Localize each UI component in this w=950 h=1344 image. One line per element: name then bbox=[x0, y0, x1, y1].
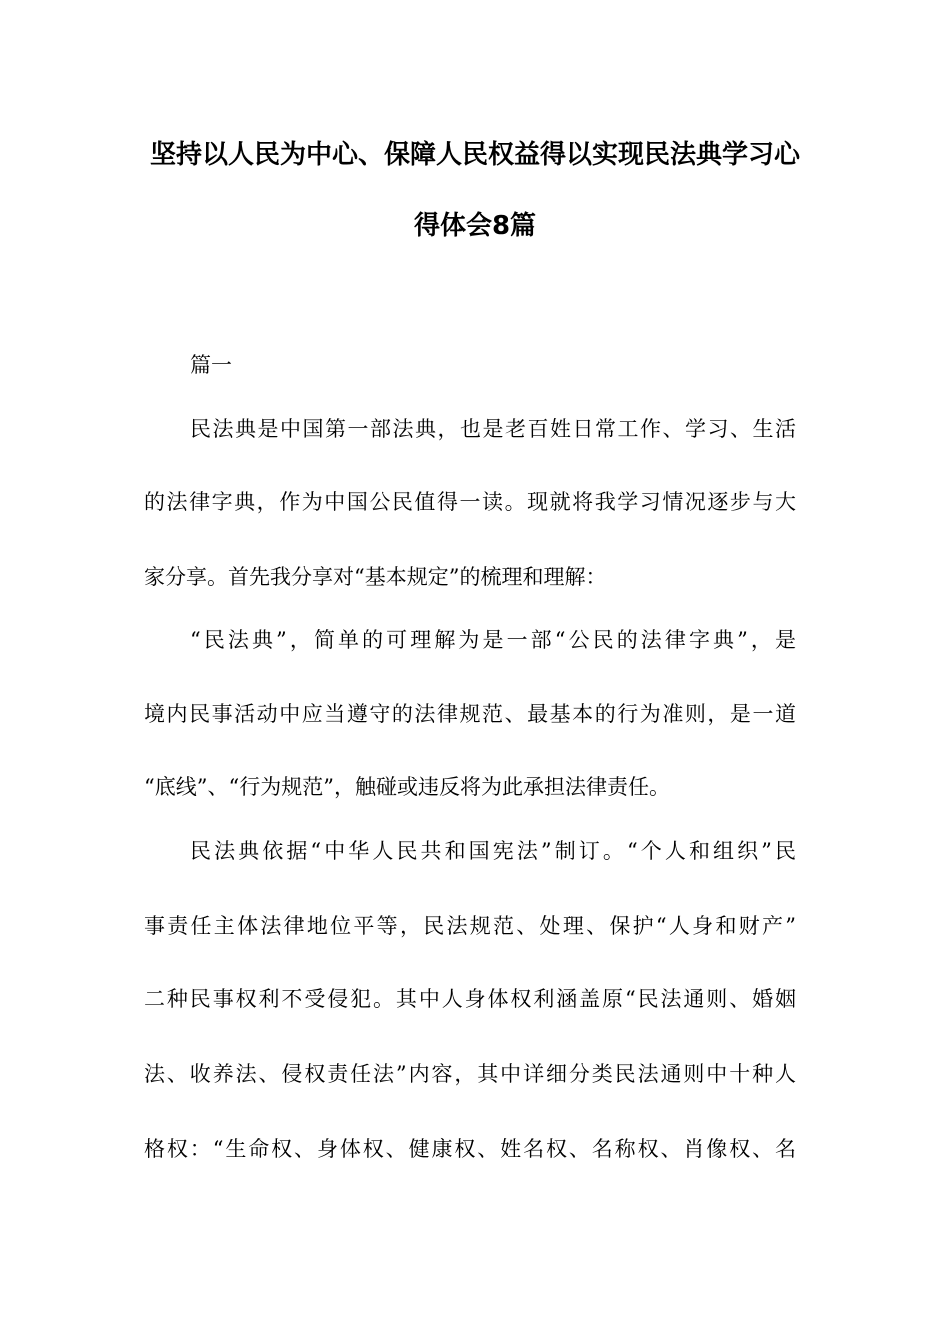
paragraph-line: 格权：“生命权、身体权、健康权、姓名权、名称权、肖像权、名 bbox=[144, 1137, 796, 1161]
paragraph-line: 事责任主体法律地位平等，民法规范、处理、保护“人身和财产” bbox=[144, 914, 796, 938]
paragraph-line: “底线”、“行为规范”，触碰或违反将为此承担法律责任。 bbox=[144, 775, 670, 799]
paragraph-line: “民法典”，简单的可理解为是一部“公民的法律字典”，是 bbox=[190, 628, 796, 652]
paragraph-line: 家分享。首先我分享对“基本规定”的梳理和理解： bbox=[144, 565, 607, 589]
paragraph-line: 境内民事活动中应当遵守的法律规范、最基本的行为准则，是一道 bbox=[144, 702, 796, 726]
section-label: 篇一 bbox=[190, 353, 232, 377]
paragraph-line: 的法律字典，作为中国公民值得一读。现就将我学习情况逐步与大 bbox=[144, 490, 796, 514]
document-title-line-2: 得体会8篇 bbox=[413, 211, 537, 241]
paragraph-line: 二种民事权利不受侵犯。其中人身体权利涵盖原“民法通则、婚姻 bbox=[144, 987, 796, 1011]
paragraph-line: 民法典依据“中华人民共和国宪法”制订。“个人和组织”民 bbox=[190, 839, 796, 863]
paragraph-line: 法、收养法、侵权责任法”内容，其中详细分类民法通则中十种人 bbox=[144, 1062, 796, 1086]
paragraph-line: 民法典是中国第一部法典，也是老百姓日常工作、学习、生活 bbox=[190, 417, 796, 441]
document-title-line-1: 坚持以人民为中心、保障人民权益得以实现民法典学习心 bbox=[149, 140, 800, 170]
